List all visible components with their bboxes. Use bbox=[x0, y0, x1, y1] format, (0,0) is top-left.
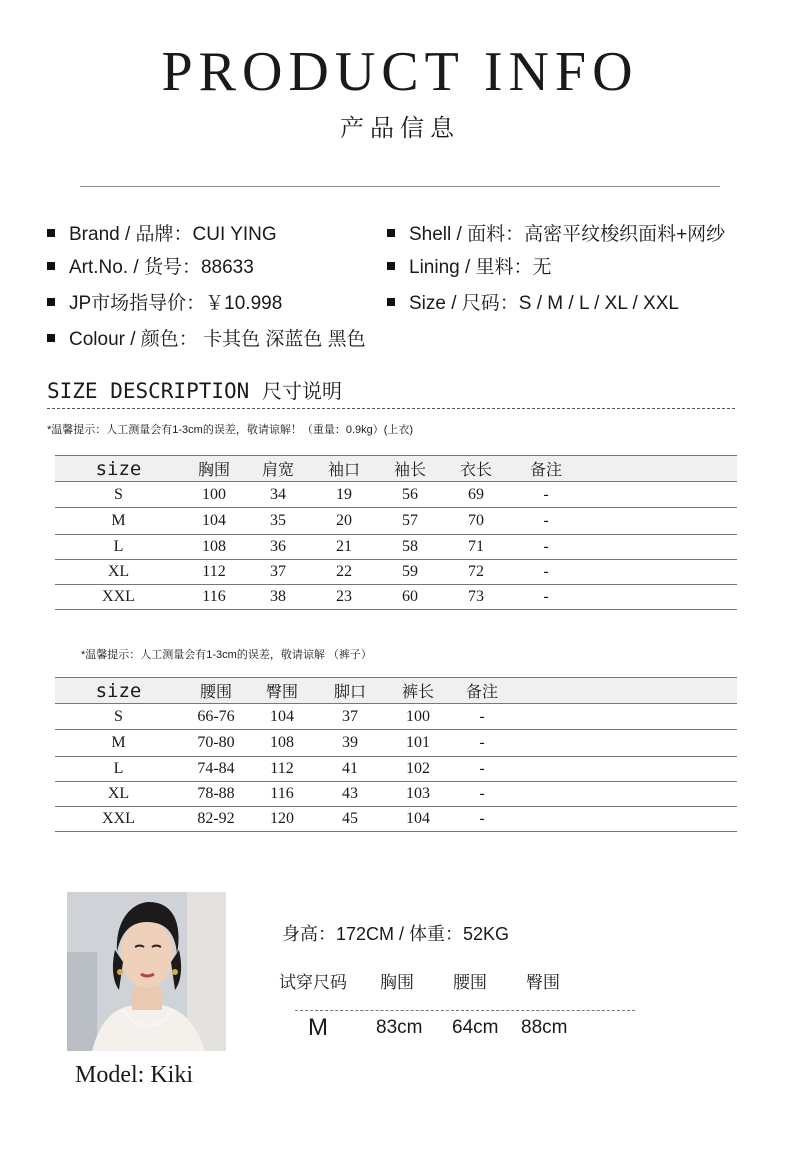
info-lining bbox=[387, 252, 552, 279]
info-brand bbox=[47, 219, 277, 246]
cell: 21 bbox=[310, 535, 378, 560]
bullet-icon bbox=[47, 229, 55, 237]
cell: 66-76 bbox=[182, 704, 250, 730]
fit-value-size: M bbox=[308, 1014, 328, 1041]
cell: L bbox=[55, 535, 182, 560]
cell: 104 bbox=[250, 704, 314, 730]
cell: XXL bbox=[55, 807, 182, 832]
info-size bbox=[387, 288, 679, 315]
cell: 45 bbox=[314, 807, 386, 832]
dashed-divider bbox=[295, 1010, 635, 1011]
cell: XXL bbox=[55, 585, 182, 610]
divider bbox=[80, 186, 720, 187]
table-row bbox=[55, 508, 737, 535]
model-body-stats: 身高：172CM / 体重：52KG bbox=[282, 924, 510, 944]
table-row bbox=[55, 482, 737, 508]
info-shell bbox=[387, 219, 725, 246]
cell: 112 bbox=[250, 757, 314, 782]
cell: - bbox=[450, 730, 514, 757]
info-text: Lining / 里料：无 bbox=[409, 257, 552, 278]
cell: 112 bbox=[182, 560, 246, 585]
cell: 71 bbox=[442, 535, 510, 560]
info-text: JP市场指导价：￥10.998 bbox=[69, 293, 283, 314]
info-text: Art.No. / 货号：88633 bbox=[69, 257, 254, 278]
table-row bbox=[55, 585, 737, 610]
cell: XL bbox=[55, 782, 182, 807]
fit-header-waist: 腰围 bbox=[453, 973, 487, 992]
cell: 103 bbox=[386, 782, 450, 807]
cell: 104 bbox=[182, 508, 246, 535]
info-price bbox=[47, 288, 282, 315]
size-description-heading bbox=[47, 375, 342, 404]
page-title: PRODUCT INFO bbox=[161, 41, 639, 103]
cell: 37 bbox=[314, 704, 386, 730]
info-text: Colour / 颜色： 卡其色 深蓝色 黑色 bbox=[69, 329, 366, 350]
cell: 41 bbox=[314, 757, 386, 782]
cell: S bbox=[55, 704, 182, 730]
top-note: *温馨提示：人工测量会有1-3cm的误差，敬请谅解！（重量：0.9kg）(上衣) bbox=[47, 424, 414, 436]
cell: XL bbox=[55, 560, 182, 585]
fit-header-bust: 胸围 bbox=[380, 973, 414, 992]
cell: M bbox=[55, 730, 182, 757]
cell: 70 bbox=[442, 508, 510, 535]
bottom-size-table bbox=[55, 677, 737, 832]
info-art-no bbox=[47, 252, 254, 279]
bullet-icon bbox=[387, 298, 395, 306]
top-size-table bbox=[55, 455, 737, 610]
cell: 108 bbox=[182, 535, 246, 560]
table-header-row bbox=[55, 456, 737, 482]
cell: - bbox=[450, 782, 514, 807]
cell: 100 bbox=[386, 704, 450, 730]
cell: 60 bbox=[378, 585, 442, 610]
cell: 57 bbox=[378, 508, 442, 535]
header-cell: 腰围 bbox=[182, 678, 250, 704]
header-cell: 袖长 bbox=[378, 456, 442, 482]
cell: 23 bbox=[310, 585, 378, 610]
info-text: Size / 尺码：S / M / L / XL / XXL bbox=[409, 293, 679, 314]
cell: 34 bbox=[246, 482, 310, 508]
cell: - bbox=[510, 585, 582, 610]
cell: 56 bbox=[378, 482, 442, 508]
table-row bbox=[55, 757, 737, 782]
header-cell: 袖口 bbox=[310, 456, 378, 482]
cell: 72 bbox=[442, 560, 510, 585]
header-cell: 肩宽 bbox=[246, 456, 310, 482]
cell: 116 bbox=[250, 782, 314, 807]
header-cell: size bbox=[55, 678, 182, 704]
bullet-icon bbox=[47, 262, 55, 270]
cell: 58 bbox=[378, 535, 442, 560]
page-subtitle: 产品信息 bbox=[340, 115, 460, 142]
bullet-icon bbox=[47, 334, 55, 342]
header-cell: 臀围 bbox=[250, 678, 314, 704]
model-photo bbox=[67, 892, 226, 1051]
fit-value-bust: 83cm bbox=[376, 1017, 423, 1038]
cell: L bbox=[55, 757, 182, 782]
cell: M bbox=[55, 508, 182, 535]
header-cell: 备注 bbox=[450, 678, 514, 704]
cell: S bbox=[55, 482, 182, 508]
info-text: Shell / 面料：高密平纹梭织面料+网纱 bbox=[409, 224, 726, 245]
bottom-note: *温馨提示：人工测量会有1-3cm的误差，敬请谅解 （裤子） bbox=[81, 649, 372, 661]
cell: 35 bbox=[246, 508, 310, 535]
cell: 108 bbox=[250, 730, 314, 757]
cell: 73 bbox=[442, 585, 510, 610]
bullet-icon bbox=[387, 229, 395, 237]
header-cell: size bbox=[55, 456, 182, 482]
cell: 100 bbox=[182, 482, 246, 508]
cell: 74-84 bbox=[182, 757, 250, 782]
table-row bbox=[55, 704, 737, 730]
table-row bbox=[55, 807, 737, 832]
table-row bbox=[55, 535, 737, 560]
cell: - bbox=[510, 482, 582, 508]
header-cell: 胸围 bbox=[182, 456, 246, 482]
cell: 22 bbox=[310, 560, 378, 585]
header-cell: 衣长 bbox=[442, 456, 510, 482]
cell: 82-92 bbox=[182, 807, 250, 832]
cell: 37 bbox=[246, 560, 310, 585]
cell: 101 bbox=[386, 730, 450, 757]
table-row bbox=[55, 730, 737, 757]
dashed-divider bbox=[47, 408, 735, 409]
heading-en: SIZE DESCRIPTION bbox=[47, 379, 250, 403]
table-row bbox=[55, 560, 737, 585]
cell: 43 bbox=[314, 782, 386, 807]
bullet-icon bbox=[387, 262, 395, 270]
table-header-row bbox=[55, 678, 737, 704]
cell: - bbox=[510, 560, 582, 585]
cell: - bbox=[450, 807, 514, 832]
cell: 104 bbox=[386, 807, 450, 832]
fit-header-hip: 臀围 bbox=[526, 973, 560, 992]
fit-value-waist: 64cm bbox=[452, 1017, 499, 1038]
cell: 69 bbox=[442, 482, 510, 508]
header-cell: 裤长 bbox=[386, 678, 450, 704]
cell: 120 bbox=[250, 807, 314, 832]
cell: - bbox=[450, 757, 514, 782]
heading-cn: 尺寸说明 bbox=[261, 379, 342, 403]
model-portrait bbox=[67, 892, 226, 1051]
header-cell: 备注 bbox=[510, 456, 582, 482]
cell: 59 bbox=[378, 560, 442, 585]
table-row bbox=[55, 782, 737, 807]
cell: - bbox=[510, 535, 582, 560]
cell: 102 bbox=[386, 757, 450, 782]
cell: 116 bbox=[182, 585, 246, 610]
cell: - bbox=[510, 508, 582, 535]
model-name: Model: Kiki bbox=[75, 1062, 193, 1088]
cell: 19 bbox=[310, 482, 378, 508]
cell: 36 bbox=[246, 535, 310, 560]
bullet-icon bbox=[47, 298, 55, 306]
info-text: Brand / 品牌：CUI YING bbox=[69, 224, 277, 245]
fit-value-hip: 88cm bbox=[521, 1017, 568, 1038]
header-cell: 脚口 bbox=[314, 678, 386, 704]
cell: - bbox=[450, 704, 514, 730]
cell: 38 bbox=[246, 585, 310, 610]
cell: 70-80 bbox=[182, 730, 250, 757]
info-colour bbox=[47, 324, 366, 351]
fit-header-size: 试穿尺码 bbox=[279, 973, 347, 992]
cell: 39 bbox=[314, 730, 386, 757]
cell: 20 bbox=[310, 508, 378, 535]
cell: 78-88 bbox=[182, 782, 250, 807]
